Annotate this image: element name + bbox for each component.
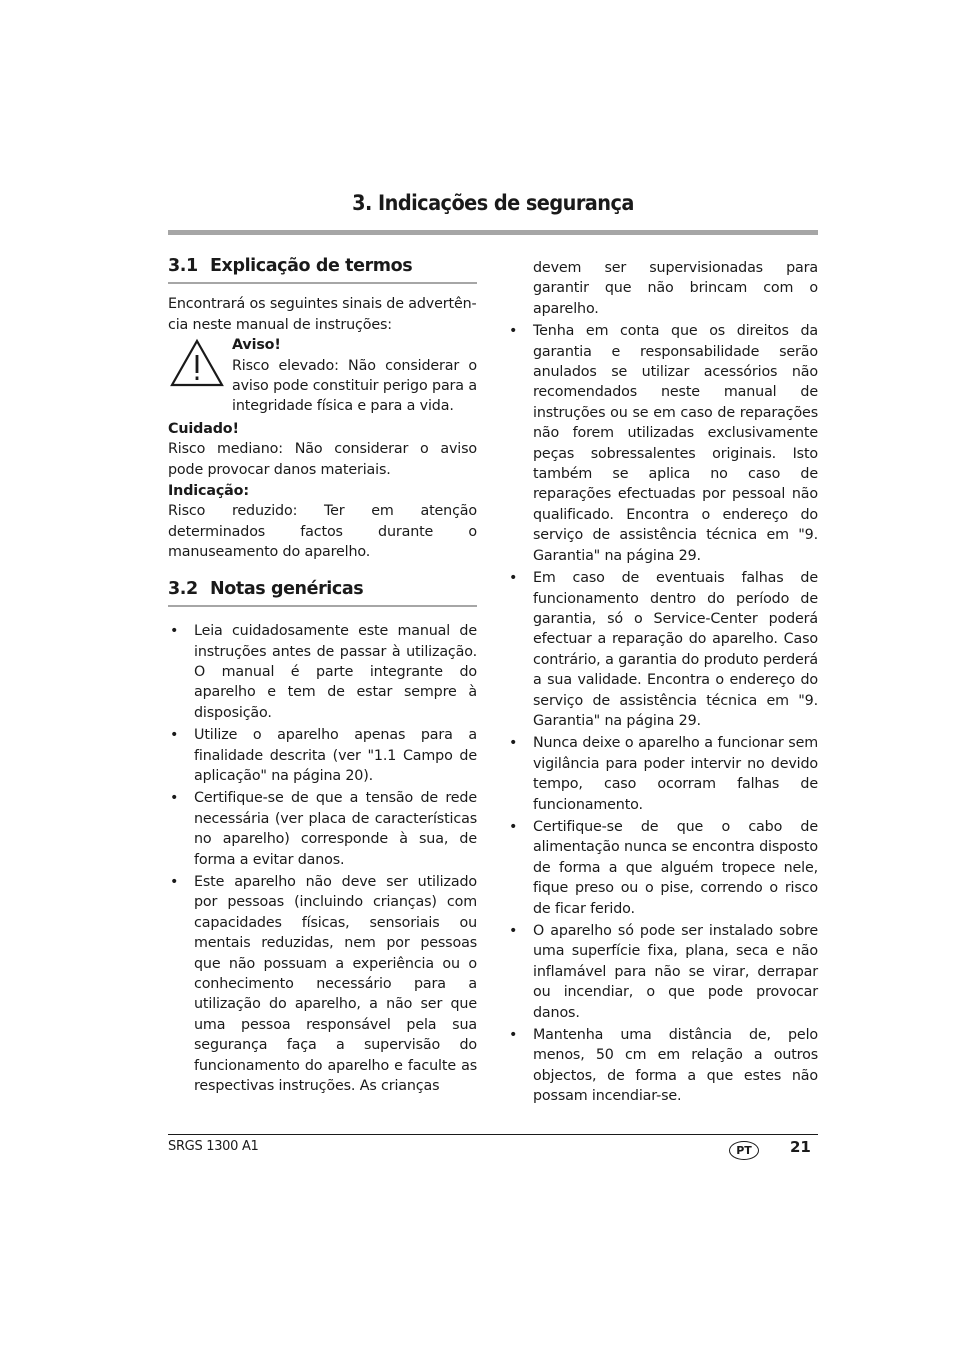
list-item: • Certifique-se de que a tensão de rede necessária (ver placa de características no aparelho) corresponde à sua, de forma a evitar danos.: [168, 788, 477, 870]
warning-text: Risco elevado: Não considerar o aviso pode constituir perigo para a integridade física e para a vida.: [232, 357, 477, 415]
list-item: • Este aparelho não deve ser utilizado por pessoas (incluindo crianças) com capacidades físicas, sensoriais ou mentais reduzidas, nem por pessoas que não possuam a experiência ou o conhecimento necessário para a utilização do aparelho, a não ser que uma pessoa responsável pela sua segurança faça a supervisão do funcionamento do aparelho e faculte as respectivas instruções. As crianças: [168, 872, 477, 1096]
bullet-list-right: [507, 321, 818, 1106]
language-badge: PT: [729, 1141, 759, 1160]
footer-rule: [168, 1134, 818, 1135]
list-item: • Nunca deixe o aparelho a funcionar sem vigilância para poder intervir no devido tempo, caso ocorram falhas de funcionamento.: [507, 733, 818, 815]
warning-label: Aviso!: [232, 337, 281, 354]
left-column: [168, 256, 477, 1096]
title-rule: [168, 230, 818, 235]
section-number: 3.1: [168, 256, 198, 276]
note-label: Indicação:: [168, 483, 249, 500]
intro-text: Encontrará os seguintes sinais de advertên-cia neste manual de instruções:: [168, 296, 477, 333]
bullet-list-left: [168, 621, 477, 1096]
list-item: • Em caso de eventuais falhas de funcionamento dentro do período de garantia, só o Service-Center poderá efectuar a reparação do aparelho. Caso contrário, a garantia do produto perderá a sua validade. Encontra o endereço do serviço de assistência técnica em "9. Garantia" na página 29.: [507, 568, 818, 731]
list-item: • Certifique-se de que o cabo de alimentação nunca se encontra disposto de forma a que alguém tropece nele, fique preso ou o pise, correndo o risco de ficar ferido.: [507, 817, 818, 919]
note-text: Risco reduzido: Ter em atenção determinados factos durante o manuseamento do aparelho.: [168, 503, 477, 561]
list-item: • Utilize o aparelho apenas para a finalidade descrita (ver "1.1 Campo de aplicação" na página 20).: [168, 725, 477, 786]
list-item: • Tenha em conta que os direitos da garantia e responsabilidade serão anulados se utilizar acessórios não recomendados neste manual de instruções ou se em caso de reparações não forem utilizadas exclusivamente peças sobressalentes originais. Isto também se aplica no caso de reparações efectuadas por pessoal não qualificado. Encontra o endereço do serviço de assistência técnica em "9. Garantia" na página 29.: [507, 321, 818, 566]
list-item: • Mantenha uma distância de, pelo menos, 50 cm em relação a outros objectos, de forma a que estes não possam incendiar-se.: [507, 1025, 818, 1107]
list-item: • O aparelho só pode ser instalado sobre uma superfície fixa, plana, seca e não inflamável para não se virar, derrapar ou incendiar, o que pode provocar danos.: [507, 921, 818, 1023]
caution-text: Risco mediano: Não considerar o aviso pode provocar danos materiais.: [168, 441, 477, 478]
warning-block: [168, 335, 477, 417]
section-heading-3-1: [168, 256, 477, 284]
page-title: 3. Indicações de segurança: [352, 191, 634, 215]
list-item-continuation: devem ser supervisionadas para garantir que não brincam com o aparelho.: [533, 260, 818, 317]
page-number: 21: [790, 1138, 811, 1156]
section-number: 3.2: [168, 578, 198, 599]
right-column: [507, 258, 818, 1107]
section-heading-3-2: [168, 579, 477, 607]
section-title: Notas genéricas: [210, 578, 364, 599]
list-item: • Leia cuidadosamente este manual de instruções antes de passar à utilização. O manual é parte integrante do aparelho e tem de estar sempre à disposição.: [168, 621, 477, 723]
caution-label: Cuidado!: [168, 420, 239, 437]
warning-triangle-icon: [169, 338, 225, 388]
section-title: Explicação de termos: [210, 256, 413, 276]
footer-model: SRGS 1300 A1: [168, 1139, 259, 1154]
